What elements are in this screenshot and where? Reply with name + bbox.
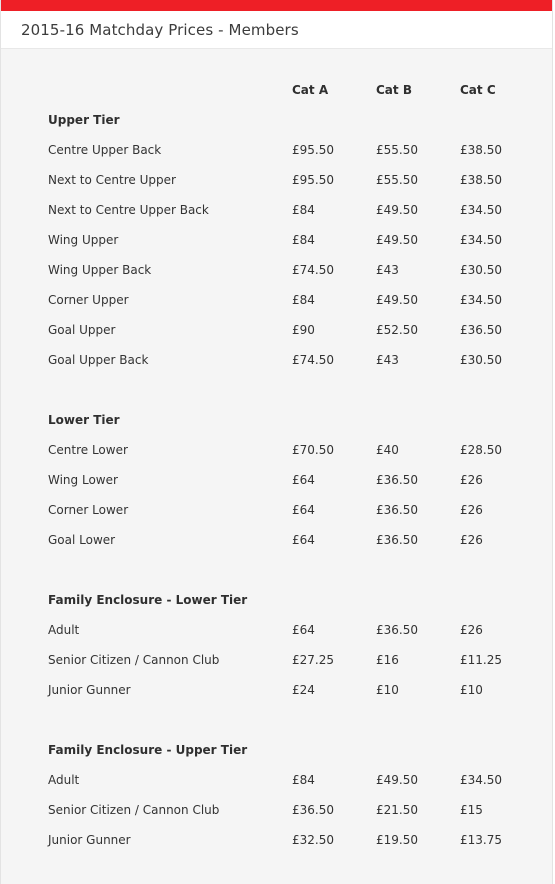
price-cat-a: £64	[292, 623, 315, 637]
seat-area-name: Corner Upper	[48, 293, 129, 307]
price-cat-b: £49.50	[376, 773, 418, 787]
price-cat-c: £26	[460, 623, 483, 637]
price-cat-a: £24	[292, 683, 315, 697]
table-row	[1, 525, 552, 555]
price-cat-c: £34.50	[460, 233, 502, 247]
section-heading: Family Enclosure - Upper Tier	[48, 743, 248, 757]
seat-area-name: Goal Upper Back	[48, 353, 149, 367]
price-cat-b: £10	[376, 683, 399, 697]
price-cat-a: £84	[292, 293, 315, 307]
seat-area-name: Goal Upper	[48, 323, 116, 337]
price-cat-b: £55.50	[376, 173, 418, 187]
column-header-cat-c: Cat C	[460, 83, 496, 97]
price-cat-c: £26	[460, 503, 483, 517]
seat-area-name: Wing Upper	[48, 233, 119, 247]
price-cat-a: £84	[292, 233, 315, 247]
section-heading: Upper Tier	[48, 113, 120, 127]
seat-area-name: Wing Lower	[48, 473, 118, 487]
price-cat-c: £30.50	[460, 263, 502, 277]
price-cat-a: £84	[292, 203, 315, 217]
table-row	[1, 315, 552, 345]
price-cat-b: £43	[376, 263, 399, 277]
price-cat-a: £84	[292, 773, 315, 787]
price-cat-c: £11.25	[460, 653, 502, 667]
price-cat-a: £36.50	[292, 803, 334, 817]
column-header-cat-b: Cat B	[376, 83, 412, 97]
price-cat-a: £90	[292, 323, 315, 337]
seat-area-name: Adult	[48, 773, 80, 787]
section-heading-row	[1, 405, 552, 435]
table-row	[1, 435, 552, 465]
price-cat-c: £38.50	[460, 143, 502, 157]
section-heading: Family Enclosure - Lower Tier	[48, 593, 248, 607]
seat-area-name: Next to Centre Upper Back	[48, 203, 209, 217]
seat-area-name: Corner Lower	[48, 503, 129, 517]
price-cat-b: £49.50	[376, 233, 418, 247]
price-cat-a: £64	[292, 533, 315, 547]
price-cat-c: £34.50	[460, 203, 502, 217]
table-row	[1, 135, 552, 165]
price-cat-b: £16	[376, 653, 399, 667]
price-cat-a: £74.50	[292, 353, 334, 367]
price-cat-c: £30.50	[460, 353, 502, 367]
price-cat-a: £32.50	[292, 833, 334, 847]
seat-area-name: Junior Gunner	[48, 683, 131, 697]
price-cat-b: £36.50	[376, 623, 418, 637]
seat-area-name: Wing Upper Back	[48, 263, 152, 277]
table-row	[1, 165, 552, 195]
table-row	[1, 675, 552, 705]
price-cat-c: £15	[460, 803, 483, 817]
section-heading-row	[1, 585, 552, 615]
price-cat-b: £49.50	[376, 203, 418, 217]
page-title: 2015-16 Matchday Prices - Members	[21, 20, 299, 39]
seat-area-name: Senior Citizen / Cannon Club	[48, 653, 220, 667]
section-heading: Lower Tier	[48, 413, 120, 427]
title-strip	[1, 11, 552, 49]
seat-area-name: Next to Centre Upper	[48, 173, 176, 187]
price-cat-c: £34.50	[460, 773, 502, 787]
price-content	[1, 49, 552, 884]
price-cat-b: £55.50	[376, 143, 418, 157]
table-row	[1, 495, 552, 525]
price-cat-c: £34.50	[460, 293, 502, 307]
price-cat-c: £10	[460, 683, 483, 697]
seat-area-name: Adult	[48, 623, 80, 637]
price-cat-b: £43	[376, 353, 399, 367]
price-cat-b: £49.50	[376, 293, 418, 307]
price-cat-a: £95.50	[292, 143, 334, 157]
column-header-cat-a: Cat A	[292, 83, 329, 97]
price-cat-a: £64	[292, 503, 315, 517]
table-row	[1, 465, 552, 495]
table-row	[1, 825, 552, 855]
section-heading-row	[1, 735, 552, 765]
seat-area-name: Junior Gunner	[48, 833, 131, 847]
price-cat-c: £13.75	[460, 833, 502, 847]
price-cat-c: £38.50	[460, 173, 502, 187]
table-row	[1, 795, 552, 825]
price-cat-a: £27.25	[292, 653, 334, 667]
table-row	[1, 645, 552, 675]
table-row	[1, 255, 552, 285]
price-cat-b: £52.50	[376, 323, 418, 337]
price-cat-b: £36.50	[376, 533, 418, 547]
price-cat-b: £19.50	[376, 833, 418, 847]
table-row	[1, 345, 552, 375]
price-cat-c: £36.50	[460, 323, 502, 337]
price-cat-b: £36.50	[376, 473, 418, 487]
seat-area-name: Goal Lower	[48, 533, 116, 547]
price-cat-c: £28.50	[460, 443, 502, 457]
price-cat-b: £40	[376, 443, 399, 457]
accent-bar	[1, 0, 552, 11]
section-heading-row	[1, 105, 552, 135]
price-cat-c: £26	[460, 473, 483, 487]
price-cat-b: £21.50	[376, 803, 418, 817]
price-cat-a: £95.50	[292, 173, 334, 187]
price-cat-a: £74.50	[292, 263, 334, 277]
seat-area-name: Senior Citizen / Cannon Club	[48, 803, 220, 817]
table-row	[1, 765, 552, 795]
table-row	[1, 195, 552, 225]
price-cat-a: £70.50	[292, 443, 334, 457]
seat-area-name: Centre Upper Back	[48, 143, 162, 157]
price-cat-c: £26	[460, 533, 483, 547]
table-row	[1, 285, 552, 315]
seat-area-name: Centre Lower	[48, 443, 128, 457]
column-header-row	[1, 75, 552, 105]
price-cat-b: £36.50	[376, 503, 418, 517]
table-row	[1, 615, 552, 645]
price-cat-a: £64	[292, 473, 315, 487]
table-row	[1, 225, 552, 255]
